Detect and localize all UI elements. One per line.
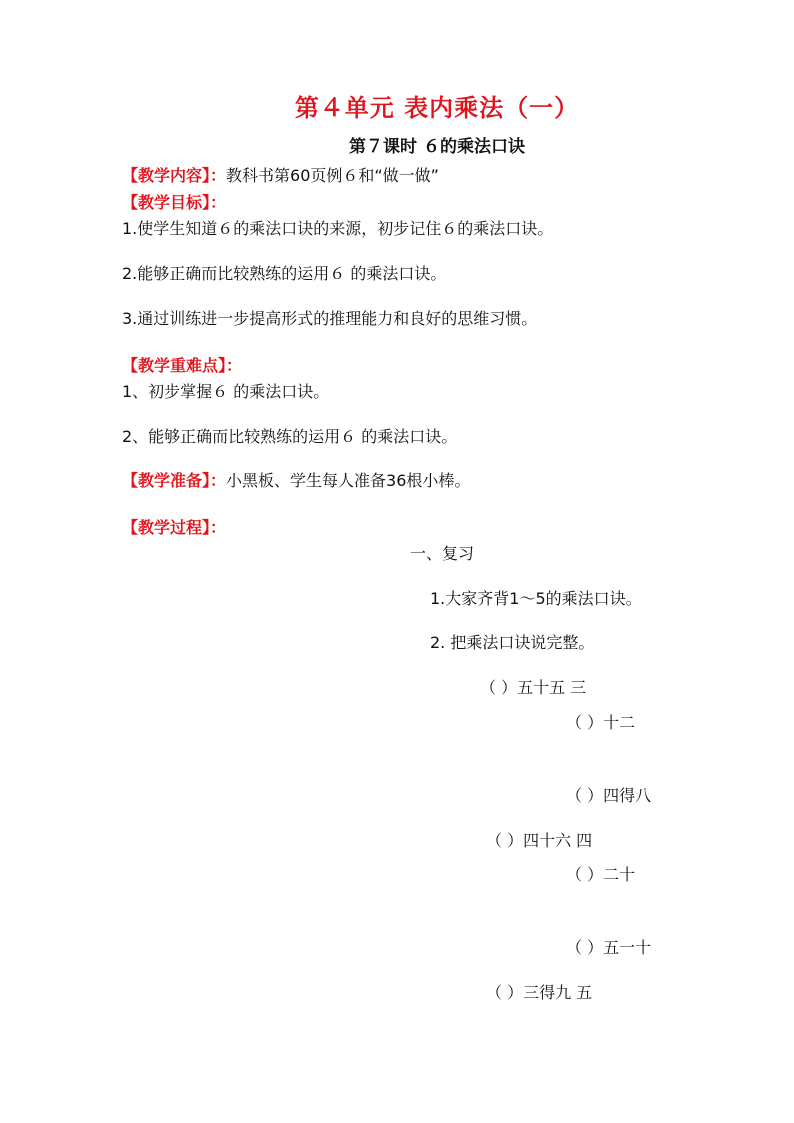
exercise-row-6: （ ）五一十 <box>566 938 652 957</box>
content-line <box>122 163 439 186</box>
exercise-row-3: （ ）四得八 <box>566 786 652 805</box>
page-title: 第４单元 表内乘法（一） <box>294 94 580 122</box>
key-point-item-1: 1、初步掌握６ 的乘法口诀。 <box>122 382 330 401</box>
lesson-subtitle: 第７课时 ６的乘法口诀 <box>349 137 525 157</box>
goal-item-2: 2.能够正确而比较熟练的运用６ 的乘法口诀。 <box>122 264 447 283</box>
process-label: 【教学过程】： <box>122 518 227 537</box>
process-step-2: 2. 把乘法口诀说完整。 <box>430 633 595 652</box>
preparation-label: 【教学准备】： <box>122 471 227 490</box>
process-step-1: 1.大家齐背1～5的乘法口诀。 <box>430 589 642 608</box>
exercise-row-1: （ ）五十五 三 <box>480 678 587 697</box>
goals-label: 【教学目标】： <box>122 193 227 212</box>
content-label: 【教学内容】： <box>122 166 227 185</box>
exercise-row-4: （ ）四十六 四 <box>486 831 593 850</box>
content-text: 教科书第60页例６和“做一做” <box>226 166 439 185</box>
key-point-item-2: 2、能够正确而比较熟练的运用６ 的乘法口诀。 <box>122 427 458 446</box>
goal-item-3: 3.通过训练进一步提高形式的推理能力和良好的思维习惯。 <box>122 309 538 328</box>
preparation-line <box>122 468 470 491</box>
exercise-row-7: （ ）三得九 五 <box>486 983 593 1002</box>
key-points-label: 【教学重难点】： <box>122 356 243 375</box>
exercise-row-5: （ ）二十 <box>566 865 636 884</box>
preparation-text: 小黑板、学生每人准备36根小棒。 <box>226 471 471 490</box>
process-section-heading: 一、复习 <box>410 544 475 563</box>
goal-item-1: 1.使学生知道６的乘法口诀的来源，初步记住６的乘法口诀。 <box>122 219 554 238</box>
exercise-row-2: （ ）十二 <box>566 713 636 732</box>
